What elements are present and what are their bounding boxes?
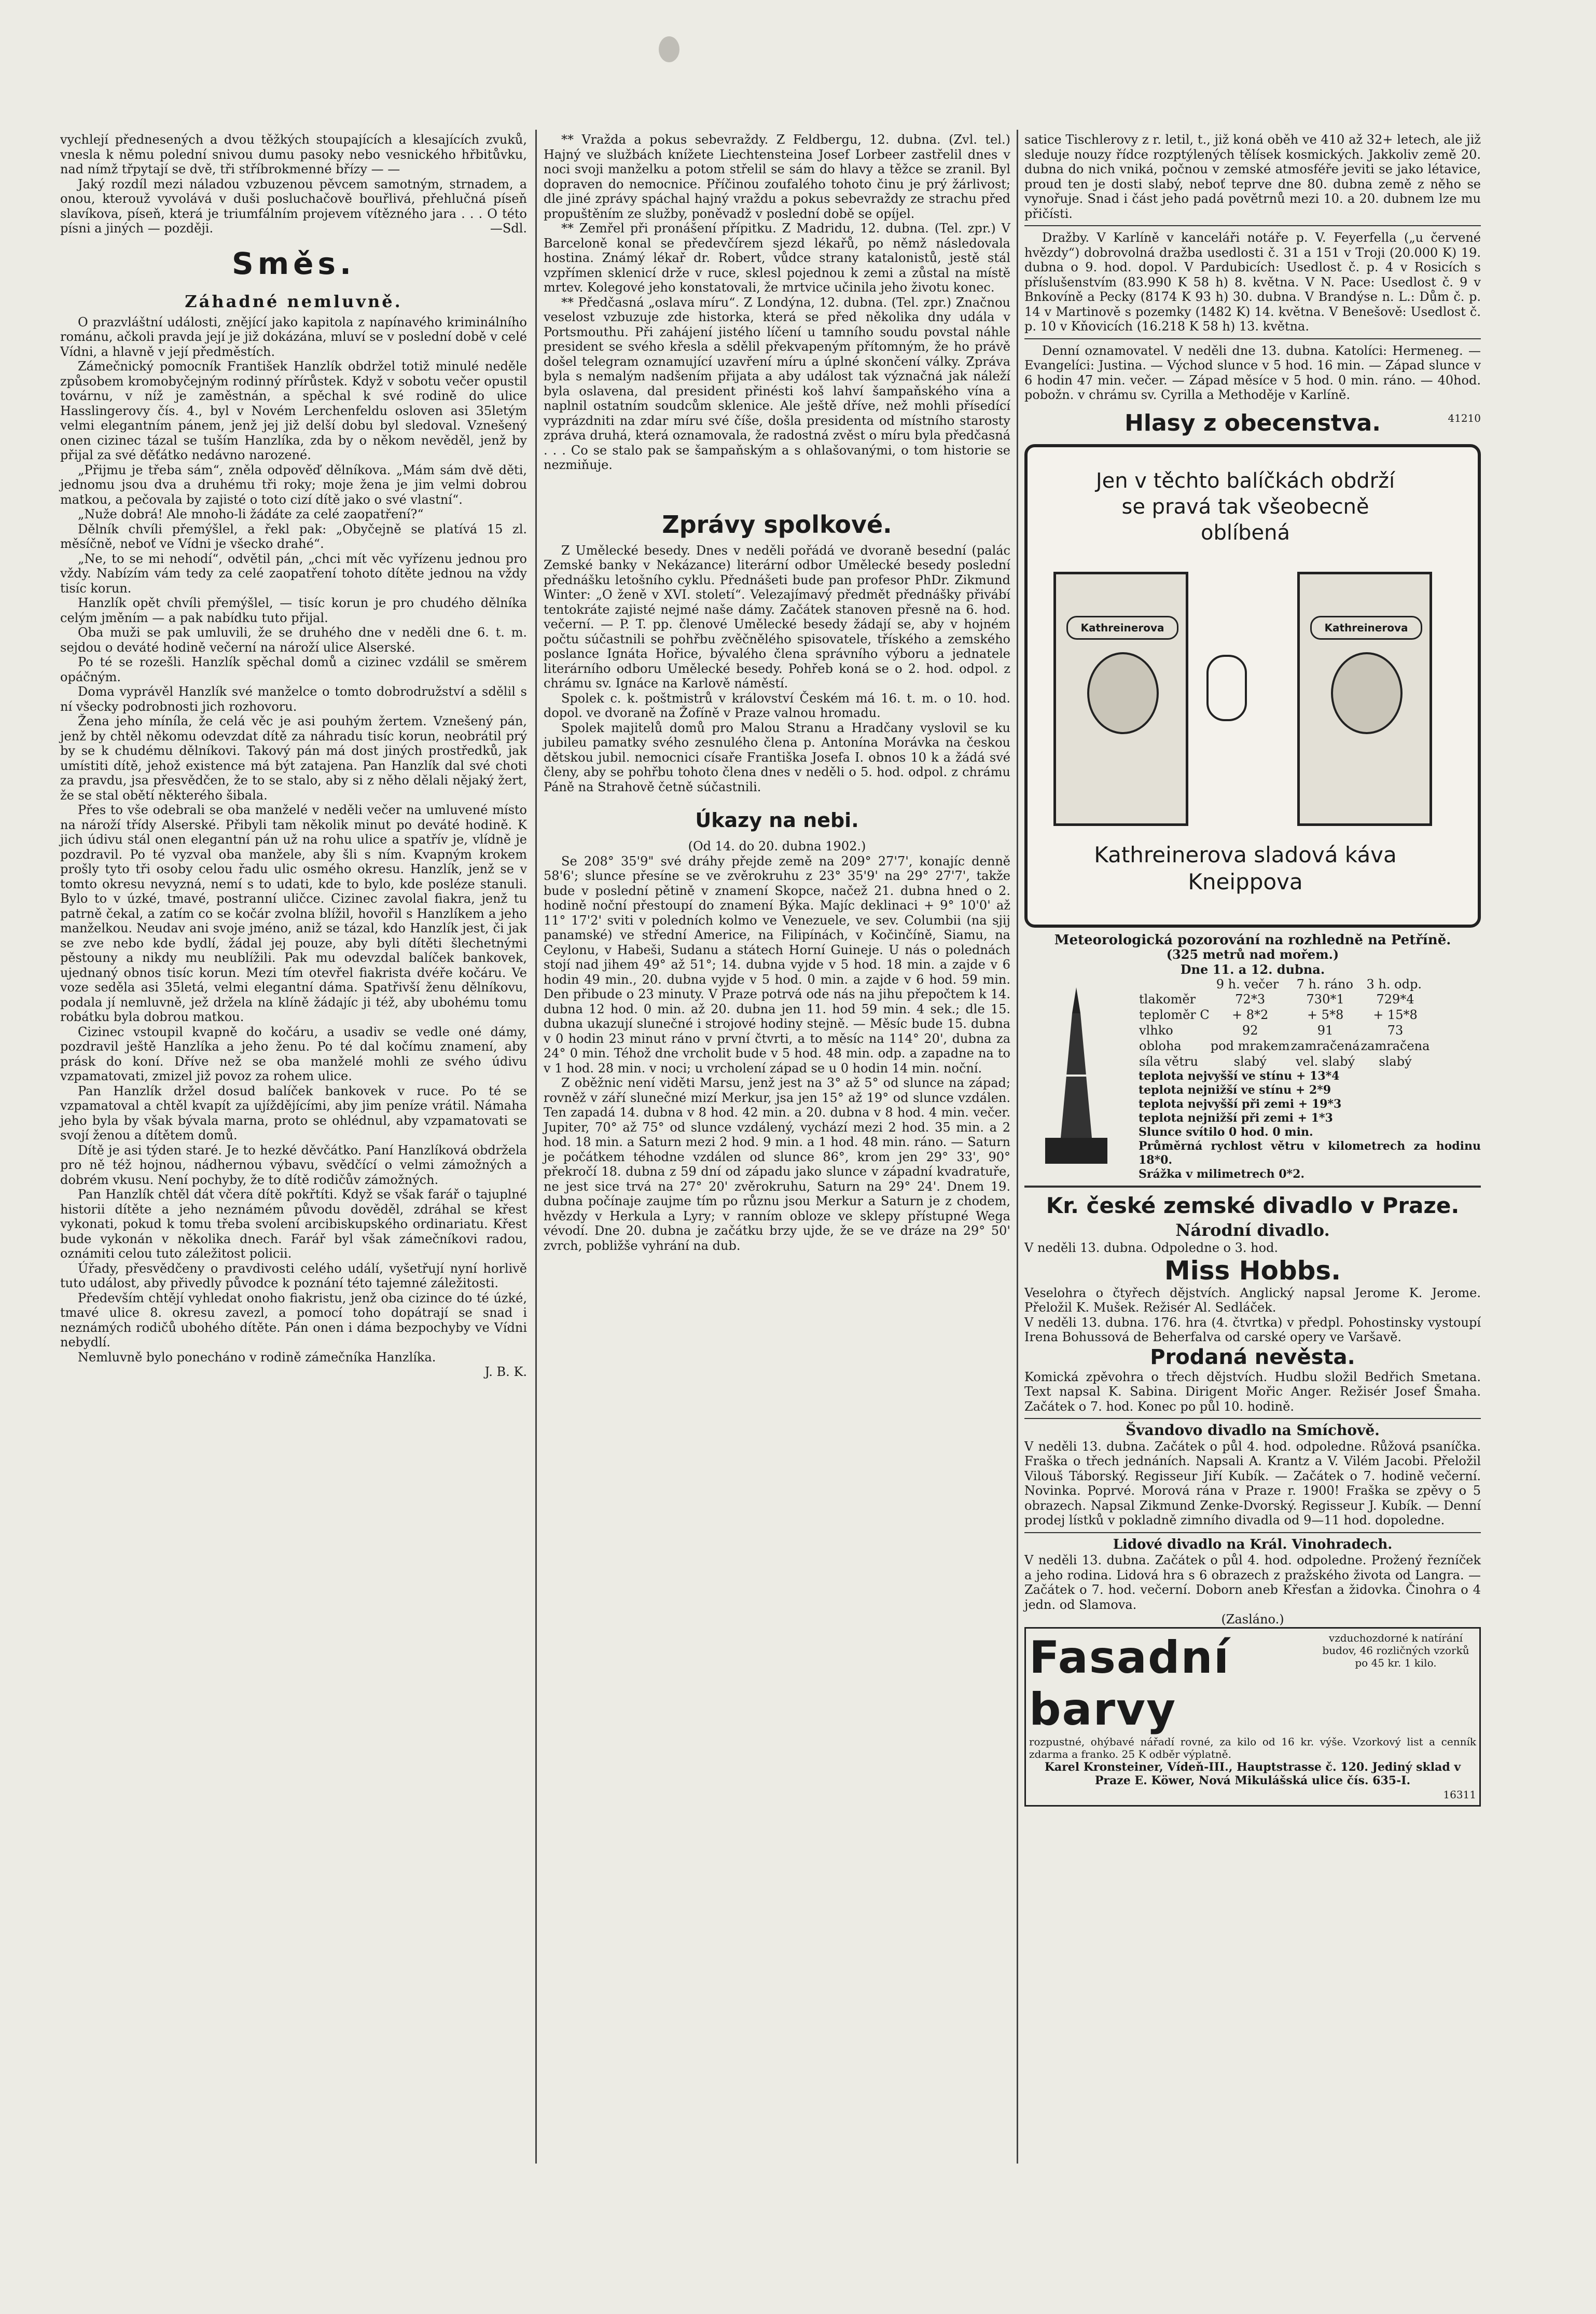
meteo-cell: obloha bbox=[1139, 1039, 1182, 1053]
story-paragraph: Dítě je asi týden staré. Je to hezké děvčátko. Paní Hanzlíková obdržela pro ně též hojnou, nádhernou výbavu, svědčící o velmi zámožných a dobrém vkusu. Není pochyby, že to dítě rodičův zámožných. bbox=[60, 1142, 527, 1187]
nd-line: Veselohra o čtyřech dějstvích. Anglický napsal Jerome K. Jerome. Přeložil K. Mušek. Režisér Al. Sedláček. bbox=[1024, 1285, 1481, 1315]
svanda-text: V neděli 13. dubna. Začátek o půl 4. hod. odpoledne. Růžová psaníčka. Fraška o třech jednáních. Napsali A. Krantz a V. Vilém Jacobi. Přeložil Vilouš Táborský. Regisseur Jiří Kubík. — Začátek o 7. hodině večerní. Novinka. Poprvé. Morová rána v Praze r. 1900! Fraška se zpěvy o 5 obrazech. Napsal Zikmund Zenke-Dvorský. Regisseur J. Kubík. — Denní prodej lístků v pokladně zimního divadla od 9—11 hod. dopoledne. bbox=[1024, 1439, 1481, 1527]
story-paragraph: „Ne, to se mi nehodí“, odvětil pán, „chci mít věc vyřízenu jednou pro vždy. Nabízím vám tedy za celé zaopatření tohoto dítěte jednou na vždy tisíc korun. bbox=[60, 551, 527, 596]
meteo-row bbox=[1139, 1038, 1430, 1054]
hlasy-title: Hlasy z obecenstva. bbox=[1125, 409, 1381, 436]
portrait-illustration bbox=[1331, 652, 1403, 734]
tower-icon bbox=[1024, 982, 1128, 1169]
spolky-paragraph: Spolek majitelů domů pro Malou Stranu a Hradčany vyslovil se ku jubileu pamatky svého zesnulého člena p. Antonína Morávka na českou dětskou jubil. nemocnici císaře Františka Josefa I. obnos 10 k a žádá své členy, aby se pohřbu tohoto člena dnes v neděli o 5. hod. odpol. z chrámu Páně na Strahově četně súčastnili. bbox=[544, 720, 1010, 794]
coffee-pack-right bbox=[1297, 572, 1432, 826]
divider bbox=[1024, 1418, 1481, 1419]
nebe-subtitle: (Od 14. do 20. dubna 1902.) bbox=[688, 839, 866, 853]
meteo-cell: zamračena bbox=[1361, 1039, 1430, 1053]
story-paragraph: Nemluvně bylo ponecháno v rodině zámečníka Hanzlíka. bbox=[78, 1349, 436, 1365]
meteo-subtitle: (325 metrů nad mořem.) bbox=[1166, 947, 1339, 962]
lidove-theater-title: Lidové divadlo na Král. Vinohradech. bbox=[1113, 1536, 1393, 1552]
story-paragraph: Žena jeho míníla, že celá věc je asi pouhým žertem. Vznešený pán, jenž by chtěl někomu odevzdat dítě za náhradu tisíc korun, neobrátil prý by se k chudému dělníkovi. Takový pán má dost jiných prostředků, jak umístiti dítě, jehož existence má být zatajena. Pan Hanzlík dal své choti za pravdu, jsa přesvědčen, že to se stalo, aby si z něho dělali nějaký žert, že se stal obětí některého šibala. bbox=[60, 714, 527, 803]
meteo-row bbox=[1139, 1007, 1430, 1023]
column-divider-1 bbox=[535, 130, 537, 2164]
intro-text-2: Jaký rozdíl mezi náladou vzbuzenou pěvcem samotným, strnadem, a onou, kterouž vyvolává v duši posluchačově bouřlivá, přehlučná píseň slavíkova, píseň, která je triumfálním projevem vítězného jara . . . O této písni a jiných — později. bbox=[60, 176, 527, 236]
meteo-line: teplota nejnižší při zemi + 1*3 bbox=[1139, 1111, 1333, 1125]
zaslano: (Zasláno.) bbox=[1221, 1612, 1284, 1627]
hlasy-number: 41210 bbox=[1448, 411, 1481, 424]
spolky-paragraph: Spolek c. k. poštmistrů v království Českém má 16. t. m. o 10. hod. dopol. ve dvoraně na Žofíně v Praze valnou hromadu. bbox=[544, 691, 1010, 720]
news-item: ** Zemřel při pronášení přípitku. Z Madridu, 12. dubna. (Tel. zpr.) V Barceloně konal se předevčírem sjezd lékařů, po němž následovala hostina. Známý lékař dr. Robert, vůdce strany katalonistů, jestě stál vzpřímen sklenicí drže v ruce, sklesl pojednou k zemi a zůstal na místě mrtev. Kolegové jeho konstatovali, že mrtvice učinila jeho životu konec. bbox=[544, 221, 1010, 295]
punch-hole bbox=[659, 36, 679, 62]
barvy-text: rozpustné, ohýbavé nářadí rovné, za kilo od 16 kr. výše. Vzorkový list a cenník zdarma a franko. 25 K odběr výplatně. bbox=[1029, 1735, 1476, 1760]
news-item: ** Předčasná „oslava míru“. Z Londýna, 12. dubna. (Tel. zpr.) Značnou veselost vzbuzuje zde historka, která se před několika dny udála v Portsmouthu. Při zahájení jistého líčení u tamního soudu povstal náhle president se svého křesla a sdělil překvapeným přítomným, že ho právě došel telegram oznamující uzavření míru a úplné skončení války. Zpráva byla s nemalým nadšením přijata a aby událost tak význačná jak náleží byla oslavena, dal president přinésti koš lahví šampaňského vína a naplnil ostatním soudcům sklenice. Ale ještě dříve, než mohli přísedící vyprázdniti na zdar míru své číše, došla presidenta od místního starosty zpráva druhá, která oznamovala, že radostná zvěst o míru byla předčasná . . . Co se stalo pak se šampaňským a s ohlašovanými, o tom historie se nezmiňuje. bbox=[544, 295, 1010, 472]
meteo-cell: + 8*2 bbox=[1232, 1008, 1269, 1022]
barvy-headline: Fasadní barvy bbox=[1029, 1631, 1230, 1736]
meteo-line: Srážka v milimetrech 0*2. bbox=[1139, 1167, 1305, 1181]
nd-line: V neděli 13. dubna. 176. hra (4. čtvrtka) v předpl. Pohostinsky vystoupí Irena Bohussová de Beherfalva od carské opery ve Varšavě. bbox=[1024, 1315, 1481, 1344]
meteo-cell: pod mrakem bbox=[1210, 1039, 1290, 1053]
meteo-cell: 729*4 bbox=[1376, 992, 1414, 1007]
column-3 bbox=[1024, 132, 1481, 1807]
decor-ornament bbox=[1206, 655, 1247, 721]
meteo-cell: 91 bbox=[1317, 1023, 1334, 1038]
story-paragraph: Hanzlík opět chvíli přemýšlel, — tisíc korun je pro chudého dělníka celým jměním — a pak nabídku tuto přijal. bbox=[60, 596, 527, 625]
story-paragraph: „Nuže dobrá! Ale mnoho-li žádáte za celé zaopatření?“ bbox=[78, 507, 424, 521]
meteo-title: Meteorologická pozorování na rozhledně na Petříně. bbox=[1054, 932, 1451, 948]
meteo-row bbox=[1139, 1023, 1430, 1038]
meteo-row bbox=[1139, 1054, 1430, 1069]
meteo-line: teplota nejnižší ve stínu + 2*9 bbox=[1139, 1083, 1331, 1097]
story-paragraph: Úřady, přesvědčeny o pravdivosti celého událí, vyšetřují nyní horlivě tuto událost, aby přivedly původce k poznání této tajemné záležitosti. bbox=[60, 1261, 527, 1290]
meteo-line: teplota nejvyšší při zemi + 19*3 bbox=[1139, 1097, 1342, 1111]
nebe-paragraph: Z oběžnic není viděti Marsu, jenž jest na 3° až 5° od slunce na západ; rovněž v září slunečné mizí Merkur, jsa jen 15° až 19° od slunce vzdálen. Ten zapadá 14. dubna v 8 hod. 42 min. a 20. dubna v 8 hod. 4 min. večer. Jupiter, 70° až 75° od slunce vzdálený, vychází mezi 2 hod. 35 min. a 2 hod. 18 min. a Saturn mezi 2 hod. 9 min. a 1 hod. 48 min. ráno. — Saturn je počátkem téhodne vzdálen od slunce 86°, krom jen 29° 33', 90° překročí 18. dubna z 59 dní od západu jako slunce v západní kvadratuře, ne jest sice trvá na 27° 20' zvěrokruhu, Saturn na 29° 24'. Dnem 19. dubna počínaje zaujme tím po různu jsou Merkur a Saturn je z chodem, hvězdy v Herkula a Lyry; v ranním obloze ve sklepy přístupné Wega vévodí. Dne 20. dubna je začátku brzy ujde, že se ve dráze na 29° 50' zvrch, pobližše vyhrání na dub. bbox=[544, 1076, 1010, 1253]
story-paragraph: Zámečnický pomocník František Hanzlík obdržel totiž minulé neděle způsobem kromobyčejným rodinný přírůstek. Když v sobotu večer opustil továrnu, v níž je zaměstnán, a spěchal k své rodině do ulice Hasslingerovy čís. 4., byl v Novém Lerchenfeldu osloven asi 35letým velmi elegantním pánem, jenž jej již delší dobu byl sledoval. Vznešený onen cizinec tázal se tuším Hanzlíka, zda by o někom nevěděl, jenž by přijal za své děťátko nedávno narozené. bbox=[60, 359, 527, 462]
divider bbox=[1024, 1186, 1481, 1188]
story-paragraph: Doma vyprávěl Hanzlík své manželce o tomto dobrodružství a sdělil s ní všecky podrobnosti jich rozhovoru. bbox=[60, 684, 527, 714]
meteo-head: 9 h. večer bbox=[1216, 977, 1279, 991]
story-paragraph: Přes to vše odebrali se oba manželé v neděli večer na umluvené místo na nároží třídy Alserské. Přibyli tam několik minut po deváté hodině. K jich údivu stál onen elegantní pán už na rohu ulice a spatřív je, vlídně je pozdravil. Po té vyzval oba manžele, aby šli s ním. Kvapným krokem prošly tyto tři osoby celou řadu ulic osmého okresu. Hanzlík, jenž se v tomto okresu nevyzná, nemí s to udati, kde to bylo, kde posléze stanuli. Bylo to v úzké, tmavé, postranní uličce. Cizinec zavolal fiakra, jenž tu patrně čekal, a zatím co se kočár zvolna blížil, hovořil s Hanzlíkem a jeho manželkou. Neudav ani svoje jméno, aniž se tázal, kdo Hanzlík jest, či jak se zve nebo kde bydlí, žádal jej pouze, aby byli dítěti šlechetnými pěstouny a nikdy mu neublížili. Pak mu odevzdal balíček bankovek, ujednaný obnos tisíc korun. Mezi tím otevřel fiakrista dvéře kočáru. Ve voze seděla asi 35letá, velmi elegantní dáma. Spatřivší ženu dělníkovu, podala jí nemluvně, jež držela na klíně žádajíc ji též, aby ubohému tomu robátku byla dobrou matkou. bbox=[60, 803, 527, 1024]
story-paragraph: O prazvláštní události, znějící jako kapitola z napínavého kriminálního románu, ačkoli pravda její je již dokázána, mluví se v poslední době v celé Vídni, a hlavně v její předměstích. bbox=[60, 314, 527, 359]
drazby-paragraph: Dražby. V Karlíně v kanceláři notáře p. V. Feyerfella („u červené hvězdy“) dobrovolná dražba usedlosti č. 31 a 151 v Troji (20.000 K) 19. dubna o 9. hod. dopol. V Pardubicích: Usedlost č. p. 4 v Rosicích s příslušenstvím (83.990 K 58 h) 8. května. V N. Pace: Usedlost č. 9 v Bnkovíně a Pecky (8174 K 93 h) 30. dubna. V Brandýse n. L.: Dům č. p. 14 v Martinově s pozemky (1482 K) 14. května. V Benešově: Usedlost č. p. 10 v Kňovicích (16.218 K 58 h) 13. května. bbox=[1024, 230, 1481, 334]
section-title-spolky: Zprávy spolkové. bbox=[662, 510, 892, 539]
intro-paragraph-2 bbox=[60, 177, 527, 236]
story-paragraph: Pan Hanzlík chtěl dát včera dítě pokřtíti. Když se však farář o tajuplné historii dítěte a jeho neznámém původu dověděl, zdráhal se křest vykonati, pokud k tomu třeba svolení arcibiskupského ordinariatu. Křest bude vykonán v několika dnech. Farář byl však zámečníkovi radou, oznámiti celou tuto záležitost policii. bbox=[60, 1187, 527, 1261]
barvy-ad bbox=[1024, 1627, 1481, 1807]
meteo-date: Dne 11. a 12. dubna. bbox=[1180, 961, 1325, 977]
pack-label: Kathreinerova bbox=[1066, 616, 1178, 640]
divider bbox=[1024, 338, 1481, 339]
intro-signature: —Sdl. bbox=[490, 221, 527, 236]
coffee-pack-left bbox=[1053, 572, 1188, 826]
meteo-head: 3 h. odp. bbox=[1366, 977, 1422, 991]
meteo-cell: + 5*8 bbox=[1307, 1008, 1344, 1022]
national-theater-subtitle: Národní divadlo. bbox=[1175, 1220, 1330, 1240]
story-paragraph: Dělník chvíli přemýšlel, a řekl pak: „Obyčejně se platívá 15 zl. měsíčně, neboť ve Vídni je všecko drahé“. bbox=[60, 521, 527, 551]
divider bbox=[1024, 1532, 1481, 1533]
ad-bottom-text: Kathreinerova sladová káva Kneippova bbox=[1094, 842, 1397, 894]
column-1 bbox=[60, 132, 527, 1380]
play-title-1: Miss Hobbs. bbox=[1164, 1255, 1341, 1286]
meteo-cell: teploměr C bbox=[1139, 1008, 1210, 1022]
story-paragraph: Pan Hanzlík držel dosud balíček bankovek v ruce. Po té se vzpamatoval a chtěl kvapít za ujíždějícími, aby jim peníze vrátil. Námaha jeho byla by však bývala marna, proto se ohlédnul, aby vzpamatovati se svojí ženou a dítětem domů. bbox=[60, 1083, 527, 1142]
petrin-tower-illustration bbox=[1024, 982, 1133, 1169]
story-paragraph: Především chtějí vyhledat onoho fiakristu, jenž oba cizince do té úzké, tmavé ulice 8. okresu zavezl, a pomocí toho dopátrají se snad i neznámých rodičů ubohého dítěte. Pán onen i dáma bezpochyby ve Vídni nebydlí. bbox=[60, 1290, 527, 1349]
meteo-cell: 72*3 bbox=[1235, 992, 1266, 1007]
meteo-cell: + 15*8 bbox=[1373, 1008, 1418, 1022]
meteo-cell: 92 bbox=[1242, 1023, 1258, 1038]
lidove-text: V neděli 13. dubna. Začátek o půl 4. hod. odpoledne. Prožený řezníček a jeho rodina. Lidová hra s 6 obrazech z pražského života od Langra. — Začátek o 7. hod. večerní. Doborn aneb Křesťan a židovka. Činohra o 4 jedn. od Slamova. bbox=[1024, 1553, 1481, 1612]
meteo-block bbox=[1024, 977, 1481, 1181]
story-title: Záhadné nemluvně. bbox=[185, 291, 403, 311]
nebe-paragraph: Se 208° 35'9" své dráhy přejde země na 209° 27'7', konajíc denně 58'6'; slunce přesíne se ve zvěrokruhu z 23° 35'9' na 29° 27'7', takže bude v poslední pětině v znamení Skopce, načež 21. dubna hned o 2. hodině noční přestoupí do znamení Býka. Majíc deklinaci + 9° 10'0' až 11° 17'2' sviti v poledních kolmo ve Venezuele, ve sev. Columbii (na sjij panamské) ve střední Americe, na Filipínách, v Kočinčíně, Siamu, na Ceylonu, v Habeši, Sudanu a státech Horní Guineje. U nás o polednách stojí nad jihem 49° až 51°; 14. dubna vyjde v 5 hod. 18 min. a zajde v 6 hodin 49 min., 20. dubna vyjde v 5 hod. 0 min. a zajde v 6 hod. 59 min. Den přibude o 23 minuty. V Praze potrvá ode nás na jihu přepočtem k 14. dubna 12 hod. 0 min. až 20. dubna jen 11. hod 59 min. 4 sek.; dle 15. dubna ukazují slunečné i strojové hodiny stejně. — Měsíc bude 15. dubna v 0 hodin 23 minut ráno v první čtvrti, a to měsíc na 114° 20', dubna za 24° 0 min. Téhož dne vrcholit bude v 5 hod. 48 min. odp. a zapadne na to v 1 hod. 28 min. v noci; u vrcholení západ se u 0 hodin 14 min. noční. bbox=[544, 853, 1010, 1076]
story-paragraph: Cizinec vstoupil kvapně do kočáru, a usadiv se vedle oné dámy, pozdravil ještě Hanzlíka a jeho ženu. Po té dal kočímu znamení, aby prásk do koní. Dříve než se oba manželé mohli ze svého údivu vzpamatovati, zmizel již povoz za rohem ulice. bbox=[60, 1024, 527, 1083]
meteo-line: teplota nejvyšší ve stínu + 13*4 bbox=[1139, 1069, 1340, 1083]
barvy-firm: Karel Kronsteiner, Vídeň-III., Hauptstrasse č. 120. Jediný sklad v Praze E. Köwer, Nová Mikulášská ulice čís. 635-I. bbox=[1044, 1760, 1461, 1787]
column-divider-2 bbox=[1017, 130, 1018, 2164]
story-paragraph: Oba muži se pak umluvili, že se druhého dne v neděli dne 6. t. m. sejdou o deváté hodině večerní na nároží ulice Alserské. bbox=[60, 625, 527, 655]
divider bbox=[1024, 225, 1481, 226]
story-signature: J. B. K. bbox=[484, 1365, 527, 1379]
column-2 bbox=[544, 132, 1010, 1253]
hlasy-header bbox=[1024, 408, 1481, 439]
meteo-table bbox=[1139, 977, 1430, 1069]
meteo-head-row bbox=[1139, 977, 1430, 991]
meteo-cell: tlakoměr bbox=[1139, 992, 1196, 1007]
pack-label: Kathreinerova bbox=[1310, 616, 1422, 640]
meteo-cell: zamračená bbox=[1290, 1039, 1360, 1053]
portrait-illustration bbox=[1087, 652, 1159, 734]
story-paragraph: Po té se rozešli. Hanzlík spěchal domů a cizinec vzdálil se směrem opáčným. bbox=[60, 655, 527, 684]
meteo-row bbox=[1139, 991, 1430, 1007]
meteo-line: Slunce svítilo 0 hod. 0 min. bbox=[1139, 1125, 1313, 1139]
ad-headline: Jen v těchto balíčkách obdrží se pravá tak všeobecně oblíbená bbox=[1095, 469, 1395, 545]
play-title-2: Prodaná nevěsta. bbox=[1150, 1345, 1355, 1369]
nd-line: V neděli 13. dubna. Odpoledne o 3. hod. bbox=[1024, 1241, 1279, 1255]
kathreiner-ad bbox=[1024, 444, 1481, 928]
barvy-number: 16311 bbox=[1443, 1788, 1476, 1801]
section-title-smes: Směs. bbox=[231, 245, 356, 281]
meteo-cell: 730*1 bbox=[1306, 992, 1344, 1007]
meteo-line: Průměrná rychlost větru v kilometrech za hodinu 18*0. bbox=[1139, 1139, 1481, 1167]
meteo-cell: 73 bbox=[1387, 1023, 1404, 1038]
svanda-theater-title: Švandovo divadlo na Smíchově. bbox=[1126, 1422, 1380, 1439]
nd-line: Komická zpěvohra o třech dějstvích. Hudbu složil Bedřich Smetana. Text napsal K. Sabina. Dirigent Mořic Anger. Režisér Josef Šmaha. Začátek o 7. hod. Konec po půl 10. hodině. bbox=[1024, 1369, 1481, 1414]
section-title-nebe: Úkazy na nebi. bbox=[695, 809, 859, 832]
national-theater-title: Kr. české zemské divadlo v Praze. bbox=[1046, 1193, 1460, 1218]
news-item: ** Vražda a pokus sebevraždy. Z Feldbergu, 12. dubna. (Zvl. tel.) Hajný ve službách knížete Liechtensteina Josef Lorbeer zastřelil dnes v noci svoji manželku a potom střelil se sám do hlavy a těžce se zranil. Byl dopraven do nemocnice. Příčinou zoufalého tohoto činu je prý žárlivost; dle jiné zprávy spáchal hajný vraždu a pokus sebevraždy ze strachu před propuštěním ze služby, poněvadž v poslední době se opíjel. bbox=[544, 132, 1010, 221]
intro-paragraph: vychlejí přednesených a dvou těžkých stoupajících a klesajících zvuků, vnesla k němu polední snivou dumu pasoky nebo vesnického hřbitůvku, nad nímž třpytají se dvě, tři stříbrokmenné břízy — — bbox=[60, 132, 527, 176]
meteo-cell: síla větru bbox=[1139, 1054, 1198, 1069]
meteo-head: 7 h. ráno bbox=[1296, 977, 1353, 991]
spolky-paragraph: Z Umělecké besedy. Dnes v neděli pořádá ve dvoraně besední (palác Zemské banky v Nekázance) literární odbor Umělecké besedy poslední přednášku letošního cyklu. Přednášeti bude pan profesor PhDr. Zikmund Winter: „O ženě v XVI. století“. Velezajímavý předmět přednášky přivábí tentokráte zajisté nejmé naše dámy. Začátek stanoven přesně na 6. hod. večerní. — P. T. pp. členové Umělecké besedy žádají se, aby v hojném počtu súčastnili se pohřbu zvěčnělého spisovatele, tříského a zemského poslance Ignáta Hořice, bývalého člena správního výboru a jednatele literárního odboru Umělecké besedy. Pohřeb koná se o 2. hod. odpol. z chrámu sv. Ignáce na Karlově náměstí. bbox=[544, 543, 1010, 691]
barvy-side: vzduchozdorné k natírání budov, 46 rozličných vzorků po 45 kr. 1 kilo. bbox=[1322, 1631, 1469, 1669]
story-paragraph: „Přijmu je třeba sám“, zněla odpověď dělníkova. „Mám sám dvě děti, jednomu jsou dva a druhému tři roky; moje žena je jim velmi dobrou matkou, a pečovala by zajisté o toto cizí dítě jako o své vlastní“. bbox=[60, 462, 527, 507]
meteo-cell: vlhko bbox=[1139, 1023, 1173, 1038]
denni-oznamovatel: Denní oznamovatel. V neděli dne 13. dubna. Katolíci: Hermeneg. — Evangelíci: Justina. — Východ slunce v 5 hod. 16 min. — Západ slunce v 6 hodin 47 min. večer. — Západ měsíce v 5 hod. 0 min. ráno. — 40hod. pobožn. v chrámu sv. Cyrilla a Methoděje v Karlíně. bbox=[1024, 343, 1481, 402]
meteo-cell: vel. slabý bbox=[1296, 1054, 1355, 1069]
top-paragraph: satice Tischlerovy z r. letil, t., již koná oběh ve 410 až 32+ letech, ale již sleduje nouzy řídce rozptýlených tělísek kosmických. Jakkoliv země 20. dubna do nich vniká, počnou v zemské atmosféře jeviti se jako létavice, proud ten je dosti slabý, neboť teprve dne 80. dubna země z něho se vynořuje. Snad i část jeho padá povětrnů mezi 10. a 20. dubnem lze mu přičísti. bbox=[1024, 132, 1481, 221]
meteo-cell: slabý bbox=[1379, 1054, 1412, 1069]
meteo-cell: slabý bbox=[1233, 1054, 1267, 1069]
